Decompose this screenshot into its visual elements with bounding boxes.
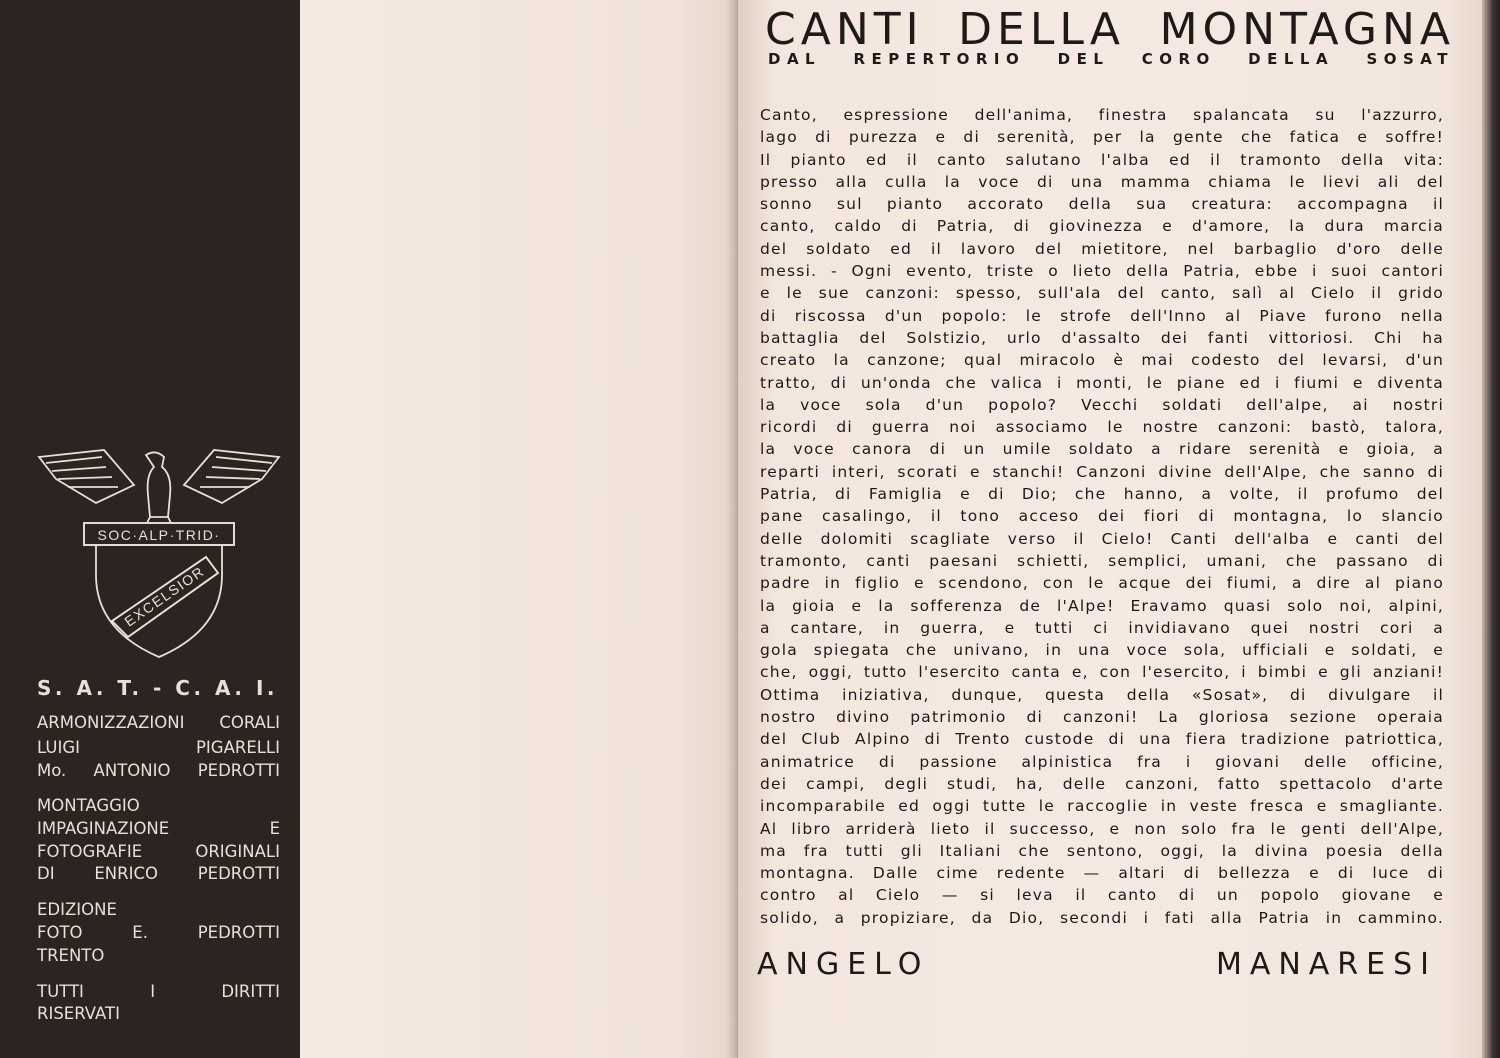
sat-title: S. A. T. - C. A. I. bbox=[37, 676, 278, 700]
body-line: di riscossa d'un popolo: le strofe dell'Inno al Piave furono nella bbox=[760, 306, 1444, 325]
body-line: ma fra tutti gli Italiani che sentono, oggi, la divina poesia della bbox=[760, 841, 1444, 860]
body-line: messi. - Ogni evento, triste o lieto della Patria, ebbe i suoi cantori bbox=[760, 262, 1444, 281]
body-line: la voce canora di un umile soldato a ridare serenità e gioia, a bbox=[760, 440, 1444, 459]
body-line: animatrice di passione alpinistica fra i giovani delle officine, bbox=[760, 752, 1444, 771]
credit-line: MONTAGGIO bbox=[37, 796, 140, 815]
body-line: ricordi di guerra noi associamo le nostre canzoni: bastò, talora, bbox=[760, 418, 1444, 437]
body-line: la gioia e la sofferenza de l'Alpe! Eravamo quasi solo noi, alpini, bbox=[760, 596, 1444, 615]
body-line: che, oggi, tutto l'esercito canta e, con l'esercito, i bimbi e gli anziani! bbox=[760, 663, 1444, 682]
credit-line: DI ENRICO PEDROTTI bbox=[37, 864, 280, 883]
body-line: solido, a propiziare, da Dio, secondi i fati alla Patria in cammino. bbox=[760, 908, 1444, 927]
body-line: delle dolomiti scagliate verso il Cielo! Canti dell'alba e canti del bbox=[760, 529, 1444, 548]
author-first-name: ANGELO bbox=[757, 947, 930, 982]
body-line: gola spiegata che univano, in una voce sola, ufficiali e soldati, e bbox=[760, 641, 1444, 660]
author-signature bbox=[757, 947, 1437, 982]
body-line: Canto, espressione dell'anima, finestra spalancata su l'azzurro, bbox=[760, 106, 1444, 124]
body-line: e le sue canzoni: spesso, sull'ala del canto, salì al Cielo il grido bbox=[760, 284, 1444, 303]
body-line: Patria, di Famiglia e di Dio; che hanno, a volte, il profumo del bbox=[760, 485, 1444, 504]
credit-line: EDIZIONE bbox=[37, 900, 117, 919]
left-page bbox=[0, 0, 738, 1058]
credit-line: ARMONIZZAZIONI CORALI bbox=[37, 713, 280, 732]
body-line: contro al Cielo — si leva il canto di un popolo giovane e bbox=[760, 886, 1444, 905]
page-edge bbox=[1482, 0, 1500, 1058]
eagle-shield-icon bbox=[34, 445, 284, 665]
body-line: lago di purezza e di serenità, per la gente che fatica e soffre! bbox=[760, 128, 1444, 147]
body-line: sonno sul pianto accorato della sua creatura: accompagna il bbox=[760, 195, 1444, 214]
page-subtitle: DAL REPERTORIO DEL CORO DELLA SOSAT bbox=[768, 50, 1454, 68]
body-line: Al libro arriderà lieto il successo, e non solo fra le genti dell'Alpe, bbox=[760, 819, 1444, 838]
body-line: padre in figlio e scendono, con le acque dei fiumi, a dire al piano bbox=[760, 574, 1444, 593]
motto-text: EXCELSIOR bbox=[121, 562, 208, 630]
body-line: tramonto, canti paesani schietti, semplici, umani, che passano di bbox=[760, 551, 1444, 570]
body-line: montagna. Dalle cime redente — altari di bellezza e di luce di bbox=[760, 864, 1444, 883]
body-line: Il pianto ed il canto salutano l'alba ed il tramonto della vita: bbox=[760, 150, 1444, 169]
credit-line: TRENTO bbox=[37, 946, 105, 965]
body-line: nostro divino patrimonio di canzoni! La gloriosa sezione operaia bbox=[760, 708, 1444, 727]
body-line: creato la canzone; qual miracolo è mai codesto del levarsi, d'un bbox=[760, 351, 1444, 370]
page-title: CANTI DELLA MONTAGNA bbox=[765, 4, 1455, 55]
body-line: Ottima iniziativa, dunque, questa della «Sosat», di divulgare il bbox=[760, 685, 1444, 704]
body-line: dei campi, degli studi, ha, delle canzoni, fatto spettacolo d'arte bbox=[760, 774, 1444, 793]
author-last-name: MANARESI bbox=[1215, 947, 1437, 982]
credit-line: RISERVATI bbox=[37, 1004, 120, 1023]
body-line: pane casalingo, il tono acceso dei fiori di montagna, lo slancio bbox=[760, 507, 1444, 526]
sat-emblem bbox=[34, 445, 284, 665]
credit-line: TUTTI I DIRITTI bbox=[37, 982, 280, 1001]
body-line: reparti interi, scorati e stanchi! Canzoni divine dell'Alpe, che sanno di bbox=[760, 462, 1444, 481]
credit-line: FOTO E. PEDROTTI bbox=[37, 923, 280, 942]
body-line: tratto, di un'onda che valica i monti, le piane ed i fiumi e diventa bbox=[760, 373, 1444, 392]
body-line: presso alla culla la voce di una mamma chiama le lievi ali del bbox=[760, 172, 1444, 191]
credit-line: Mo. ANTONIO PEDROTTI bbox=[37, 761, 280, 780]
body-line: battaglia del Solstizio, urlo d'assalto dei fanti vittoriosi. Chi ha bbox=[760, 328, 1444, 347]
body-line: a cantare, in guerra, e tutti ci invidiavano quei nostri cori a bbox=[760, 618, 1444, 637]
body-line: del soldato ed il lavoro del mietitore, nel barbaglio d'oro delle bbox=[760, 239, 1444, 258]
body-line: canto, caldo di Patria, di giovinezza e d'amore, la dura marcia bbox=[760, 217, 1444, 236]
body-line: la voce sola d'un popolo? Vecchi soldati dell'alpe, ai nostri bbox=[760, 395, 1444, 414]
credit-line: FOTOGRAFIE ORIGINALI bbox=[37, 842, 280, 861]
body-line: del Club Alpino di Trento custode di una fiera tradizione patriottica, bbox=[760, 730, 1444, 749]
banner-text: SOC·ALP·TRID· bbox=[97, 527, 221, 543]
body-text bbox=[760, 104, 1444, 929]
credit-line: LUIGI PIGARELLI bbox=[37, 738, 280, 757]
body-line: incomparabile ed oggi tutte le raccoglie in veste fresca e smagliante. bbox=[760, 797, 1444, 816]
credit-line: IMPAGINAZIONE E bbox=[37, 819, 280, 838]
